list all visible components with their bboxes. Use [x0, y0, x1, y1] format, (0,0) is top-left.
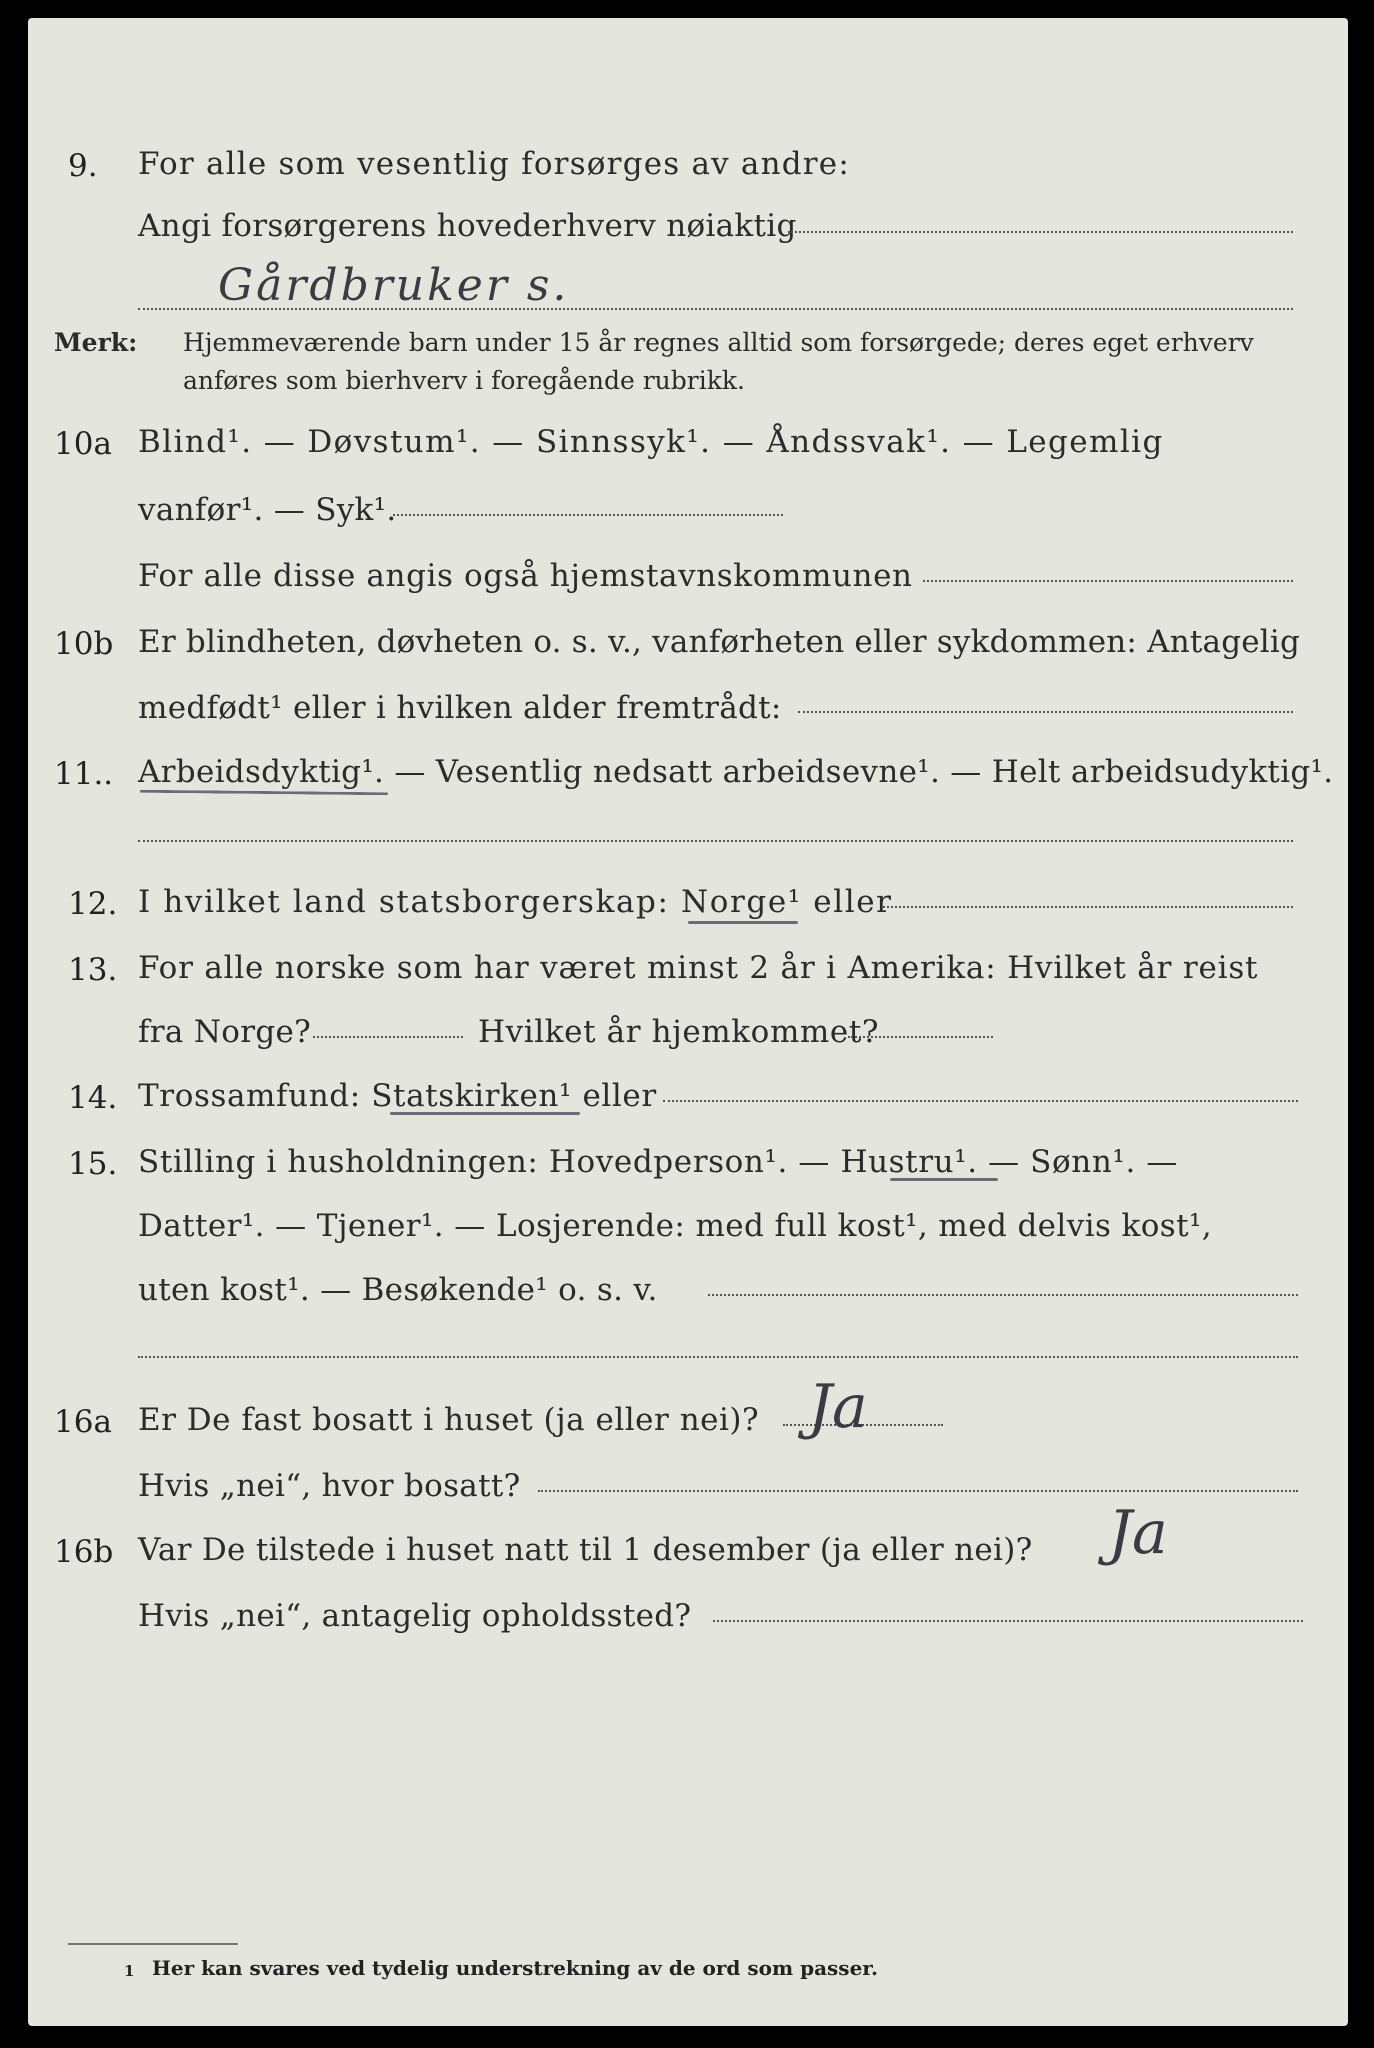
answer-line: [798, 711, 1293, 713]
handwritten-underline: [140, 790, 388, 796]
question-text: I hvilket land statsborgerskap: Norge¹ eller: [138, 884, 893, 920]
question-text: For alle som vesentlig forsørges av andre:: [138, 146, 850, 182]
handwritten-underline: [390, 1112, 580, 1115]
answer-line: [708, 1294, 1298, 1296]
question-text: Angi forsørgerens hovederhverv nøiaktig: [138, 208, 797, 244]
handwritten-answer: Ja: [808, 1372, 868, 1442]
note-label: Merk:: [54, 328, 138, 357]
question-text: Hvis „nei“, antagelig opholdssted?: [138, 1598, 692, 1634]
question-text: Hvis „nei“, hvor bosatt?: [138, 1468, 521, 1504]
answer-line: [138, 840, 1293, 842]
note-text: Hjemmeværende barn under 15 år regnes alltid som forsørgede; deres eget erhverv: [183, 328, 1254, 357]
question-text: Arbeidsdyktig¹. — Vesentlig nedsatt arbeidsevne¹. — Helt arbeidsudyktig¹.: [138, 754, 1334, 790]
question-number: 10a: [54, 426, 112, 462]
handwritten-answer: Ja: [1108, 1498, 1168, 1568]
question-text: Blind¹. — Døvstum¹. — Sinnssyk¹. — Åndssvak¹. — Legemlig: [138, 424, 1164, 460]
footnote-rule: [68, 1943, 238, 1945]
answer-line: [848, 1036, 993, 1038]
question-text: uten kost¹. — Besøkende¹ o. s. v.: [138, 1272, 658, 1308]
census-form-sheet: [28, 18, 1348, 2026]
question-number: 16a: [54, 1404, 112, 1440]
question-text: Er blindheten, døvheten o. s. v., vanførheten eller sykdommen: Antagelig: [138, 624, 1301, 660]
answer-line: [788, 231, 1293, 233]
question-text: Stilling i husholdningen: Hovedperson¹. — Hustru¹. — Sønn¹. —: [138, 1144, 1178, 1180]
question-number: 9.: [68, 148, 98, 184]
question-text: Hvilket år hjemkommet?: [478, 1014, 880, 1050]
question-text: Trossamfund: Statskirken¹ eller: [138, 1078, 657, 1114]
answer-line: [138, 308, 1293, 310]
question-number: 16b: [54, 1534, 114, 1570]
answer-line: [538, 1490, 1298, 1492]
answer-line: [138, 1356, 1298, 1358]
answer-line: [393, 514, 783, 516]
answer-line: [713, 1620, 1303, 1622]
handwritten-underline: [688, 921, 798, 924]
question-text: Datter¹. — Tjener¹. — Losjerende: med full kost¹, med delvis kost¹,: [138, 1208, 1213, 1244]
handwritten-answer: Gårdbruker s.: [218, 260, 570, 311]
footnote-text: Her kan svares ved tydelig understrekning av de ord som passer.: [152, 1956, 878, 1980]
question-number: 14.: [68, 1080, 118, 1116]
question-text: For alle norske som har været minst 2 år i Amerika: Hvilket år reist: [138, 950, 1259, 986]
handwritten-underline: [890, 1178, 998, 1181]
question-text: For alle disse angis også hjemstavnskommunen: [138, 558, 913, 594]
question-text: vanfør¹. — Syk¹.: [138, 492, 397, 528]
question-text: Var De tilstede i huset natt til 1 desember (ja eller nei)?: [138, 1532, 1033, 1568]
question-text: fra Norge?: [138, 1014, 312, 1050]
note-text: anføres som bierhverv i foregående rubrikk.: [183, 366, 745, 395]
question-number: 13.: [68, 952, 118, 988]
answer-line: [923, 580, 1293, 582]
question-number: 15.: [68, 1146, 118, 1182]
answer-line: [663, 1100, 1298, 1102]
question-number: 10b: [54, 626, 114, 662]
question-number: 12.: [68, 886, 118, 922]
answer-line: [883, 906, 1293, 908]
question-text: medfødt¹ eller i hvilken alder fremtrådt:: [138, 690, 782, 726]
question-text: Er De fast bosatt i huset (ja eller nei)?: [138, 1402, 760, 1438]
footnote-mark: 1: [124, 1962, 135, 1980]
question-number: 11..: [54, 756, 114, 792]
answer-line: [313, 1036, 463, 1038]
